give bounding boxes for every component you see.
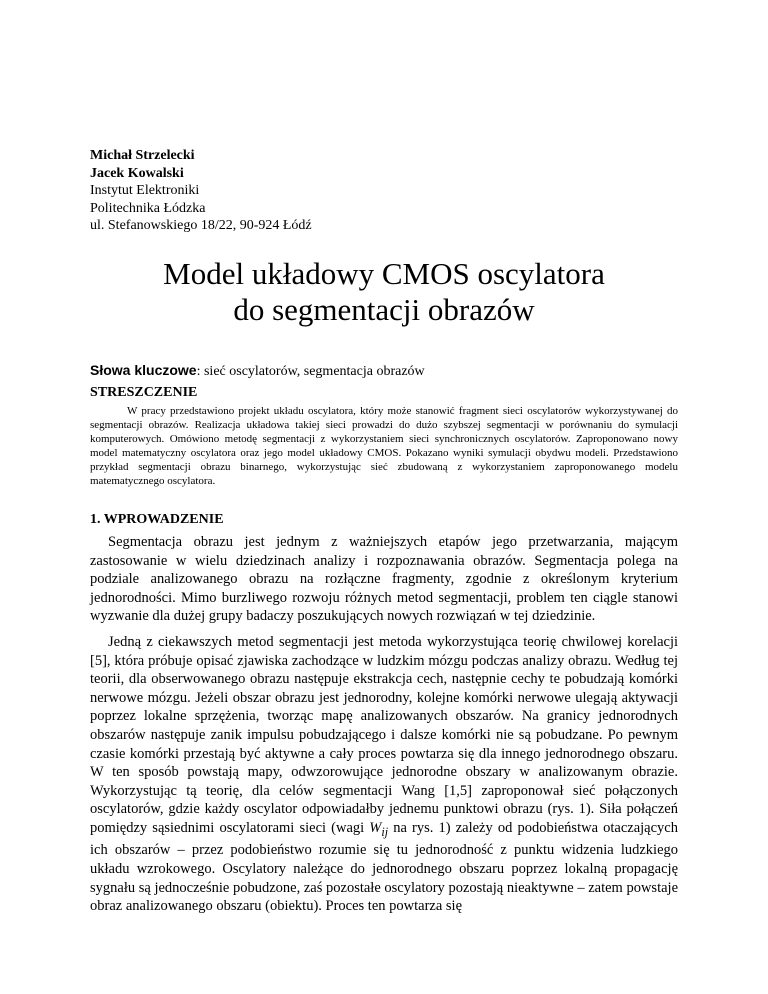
author-block — [90, 147, 312, 235]
affiliation-address: ul. Stefanowskiego 18/22, 90-924 Łódź — [90, 218, 312, 233]
abstract-text: W pracy przedstawiono projekt układu oscylatora, który może stanowić fragment sieci oscylatorów wykorzystywanej do segmentacji obrazów. Realizacja układowa takiej sieci prowadzi do dużo szybszej segmentacji w porównaniu do symulacji komputerowych. Omówiono metodę segmentacji z wykorzystaniem sieci synchronicznych oscylatorów. Zaproponowano nowy model matematyczny oscylatora oraz jego model układowy CMOS. Pokazano wyniki symulacji obydwu modeli. Przedstawiono przykład segmentacji obrazu binarnego, wykorzystując sieć zbudowaną z wykorzystaniem zaproponowanego modelu matematycznego oscylatora. — [90, 405, 678, 488]
body-paragraph — [90, 633, 678, 916]
author-name: Jacek Kowalski — [90, 165, 184, 181]
section-body — [90, 533, 678, 923]
author-name: Michał Strzelecki — [90, 148, 195, 163]
weight-symbol: W — [369, 819, 382, 836]
section-heading: 1. WPROWADZENIE — [90, 512, 224, 527]
title-line: do segmentacji obrazów — [233, 292, 535, 327]
paragraph-text: Jedną z ciekawszych metod segmentacji jest metoda wykorzystująca teorię chwilowej korelacji [5], która próbuje opisać zjawiska zachodzące w ludzkim mózgu podczas analizy obrazu. Według tej teorii, dla obserwowanego obrazu następuje ekstrakcja cech, następnie cechy te pobudzają komórki nerwowe mózgu. Jeżeli obszar obrazu jest jednorodny, kolejne komórki nerwowe ulegają aktywacji poprzez lokalne sprzężenia, tworząc mapę analizowanych obszarów. Na granicy jednorodnych obszarów następuje zanik impulsu pobudzającego i dalsze komórki nie są pobudzane. Po pewnym czasie komórki przestają być aktywne a cały proces powtarza się dla innego jednorodnego obszaru. W ten sposób powstają mapy, odwzorowujące jednorodne obszary w analizowanym obrazie. Wykorzystując tą teorię, dla celów segmentacji Wang [1,5] zaproponował sieć połączonych oscylatorów, gdzie każdy oscylator odpowiadałby jednemu punktowi obrazu (rys. 1). Siła połączeń pomiędzy sąsiednimi oscylatorami sieci (wagi — [90, 633, 678, 836]
body-paragraph: Segmentacja obrazu jest jednym z ważniejszych etapów jego przetwarzania, mającym zastosowanie w wielu dziedzinach analizy i rozpoznawania obrazów. Segmentacja polega na podziale analizowanego obrazu na rozłączne fragmenty, zgodnie z określonym kryterium jednorodności. Mimo burzliwego rozwoju różnych metod segmentacji, problem ten ciągle stanowi wyzwanie dla dużej grupy badaczy poszukujących nowych rozwiązań w tej dziedzinie. — [90, 534, 678, 625]
keywords-label: Słowa kluczowe — [90, 362, 197, 378]
keywords-text: : sieć oscylatorów, segmentacja obrazów — [196, 364, 425, 379]
paragraph-text: na rys. 1) zależy od podobieństwa otaczających ich obszarów – przez podobieństwo rozumie się tu jednorodność z punktu widzenia ludzkiego układu wzrokowego. Oscylatory należące do jednorodnego obszaru poprzez lokalną propagację sygnału są jednocześnie pobudzone, zaś pozostałe oscylatory pozostają nieaktywne – zatem powstaje obraz analizowanego obszaru (obiektu). Proces ten powtarza się — [90, 819, 678, 915]
paper-title — [90, 256, 678, 328]
affiliation-university: Politechnika Łódzka — [90, 200, 206, 216]
keywords — [90, 362, 425, 380]
weight-subscript: ij — [381, 824, 389, 839]
affiliation-institute: Instytut Elektroniki — [90, 183, 200, 198]
title-line: Model układowy CMOS oscylatora — [163, 256, 605, 291]
abstract-heading: STRESZCZENIE — [90, 385, 198, 400]
